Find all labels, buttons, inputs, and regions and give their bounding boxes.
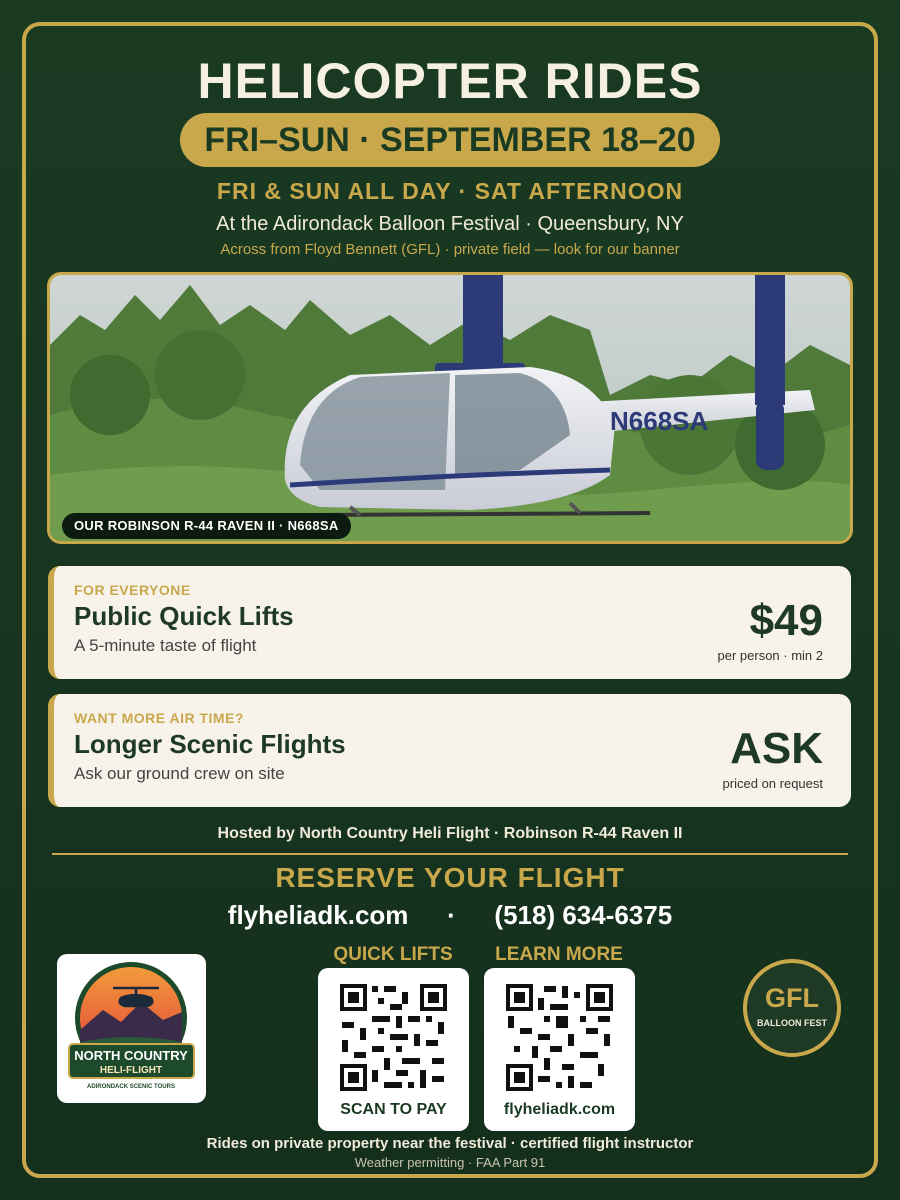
north-country-logo: [57, 954, 206, 1103]
footer-line-1: Rides on private property near the festival · certified flight instructor: [206, 1135, 694, 1152]
offer-price-note: priced on request: [722, 776, 823, 791]
logo-name: NORTH COUNTRY: [74, 1048, 188, 1063]
hosted-by-line: Hosted by North Country Heli Flight · Robinson R-44 Raven II: [217, 825, 683, 842]
offer-subtitle: Ask our ground crew on site: [74, 764, 285, 783]
offer-card-scenic-flights: [48, 694, 851, 807]
page-title: HELICOPTER RIDES: [197, 53, 703, 109]
gfl-balloon-fest-badge: [743, 959, 841, 1057]
logo-tagline: ADIRONDACK SCENIC TOURS: [87, 1084, 175, 1090]
hours-line: FRI & SUN ALL DAY · SAT AFTERNOON: [216, 178, 684, 204]
location-line: At the Adirondack Balloon Festival · Queensbury, NY: [216, 213, 684, 235]
helicopter-illustration: [50, 275, 850, 541]
offer-card-quick-lifts: [48, 566, 851, 679]
offer-price: $49: [749, 596, 823, 645]
directions-line: Across from Floyd Bennett (GFL) · private field — look for our banner: [220, 241, 680, 258]
qr-caption: SCAN TO PAY: [340, 1101, 447, 1118]
qr-caption: flyheliadk.com: [503, 1101, 616, 1118]
logo-subname: HELI-FLIGHT: [99, 1065, 163, 1076]
contact-separator: ·: [447, 900, 456, 930]
qr-heading-learn-more: LEARN MORE: [495, 944, 623, 965]
qr-heading-quick-lifts: QUICK LIFTS: [333, 944, 453, 965]
logo-image: [63, 960, 200, 1097]
reserve-heading: RESERVE YOUR FLIGHT: [275, 862, 625, 893]
date-banner: FRI–SUN · SEPTEMBER 18–20: [180, 113, 720, 167]
qr-code-website[interactable]: [484, 968, 635, 1131]
qr-code-image: [338, 982, 449, 1093]
badge-top-text: GFL: [765, 983, 819, 1013]
divider: [52, 853, 848, 855]
offer-kicker: WANT MORE AIR TIME?: [74, 710, 244, 726]
footer-line-2: Weather permitting · FAA Part 91: [354, 1155, 546, 1170]
contact-line: [0, 900, 900, 931]
tail-number-text: N668SA: [610, 406, 709, 436]
offer-price-note: per person · min 2: [717, 648, 823, 663]
helicopter-photo: [47, 272, 853, 544]
offer-subtitle: A 5-minute taste of flight: [74, 636, 257, 655]
qr-code-image: [504, 982, 615, 1093]
offer-kicker: FOR EVERYONE: [74, 582, 191, 598]
badge-bottom-text: BALLOON FEST: [757, 1018, 827, 1028]
offer-title: Longer Scenic Flights: [74, 729, 346, 759]
offer-title: Public Quick Lifts: [74, 601, 294, 631]
photo-caption: OUR ROBINSON R-44 RAVEN II · N668SA: [62, 513, 351, 539]
offer-price: ASK: [730, 724, 823, 773]
qr-code-pay[interactable]: [318, 968, 469, 1131]
phone-link[interactable]: (518) 634-6375: [494, 900, 673, 930]
website-link[interactable]: flyheliadk.com: [227, 900, 409, 930]
